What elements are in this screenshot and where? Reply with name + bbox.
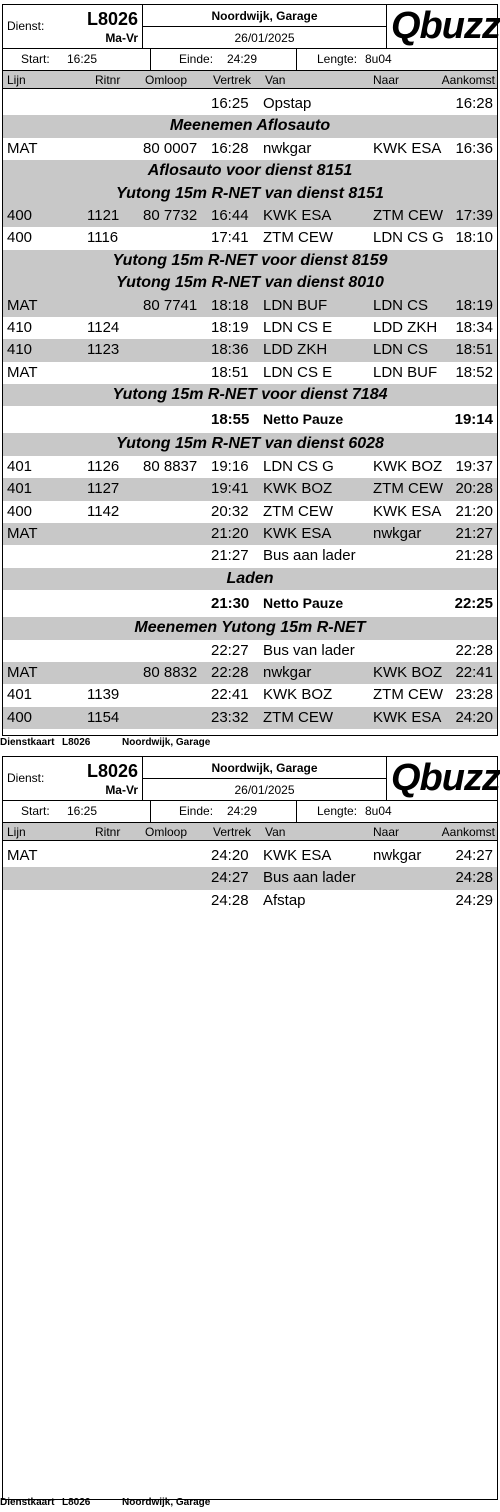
cell-lijn: MAT <box>7 296 38 314</box>
trip-row <box>3 362 497 384</box>
footer-label: Dienstkaart <box>0 737 55 748</box>
location-cell <box>143 5 387 49</box>
col-vertrek: Vertrek <box>213 825 252 839</box>
cell-lijn: 400 <box>7 206 33 224</box>
cell-lijn: 400 <box>7 502 33 520</box>
cell-vertrek: 24:20 <box>211 847 249 864</box>
dienst-number: L8026 <box>86 9 138 29</box>
cell-aankomst: 22:25 <box>454 595 493 613</box>
col-aankomst: Aankomst <box>441 73 495 87</box>
dienst-number: L8026 <box>86 761 138 781</box>
footer-location: Noordwijk, Garage <box>122 1497 211 1508</box>
location-cell <box>143 757 387 801</box>
col-ritnr: Ritnr <box>95 825 121 839</box>
cell-vertrek: 18:55 <box>211 411 250 429</box>
trip-row <box>3 138 497 160</box>
cell-vertrek: 22:41 <box>211 686 249 704</box>
cell-van: LDN CS E <box>263 318 333 336</box>
cell-naar: ZTM CEW <box>373 480 443 498</box>
trip-row <box>3 523 497 545</box>
cell-ritnr: 1124 <box>87 318 120 336</box>
cell-vertrek: 18:36 <box>211 341 249 359</box>
cell-van: nwkgar <box>263 139 312 157</box>
cell-aankomst: 24:28 <box>455 869 493 887</box>
cell-naar: LDN CS G <box>373 229 444 247</box>
location-name: Noordwijk, Garage <box>143 5 386 27</box>
cell-naar: nwkgar <box>373 847 422 864</box>
section-row <box>3 160 497 182</box>
cell-van: Afstap <box>263 891 306 909</box>
cell-aankomst: 24:20 <box>455 708 493 726</box>
cell-van: Bus van lader <box>263 641 355 659</box>
section-row <box>3 568 497 590</box>
cell-van: KWK ESA <box>263 847 332 864</box>
footer-label: Dienstkaart <box>0 1497 55 1508</box>
cell-vertrek: 24:27 <box>211 869 249 887</box>
section-row <box>3 115 497 137</box>
header-top <box>3 757 500 801</box>
end-cell <box>151 801 297 822</box>
length-label: Lengte: <box>317 52 358 66</box>
col-vertrek: Vertrek <box>213 73 252 87</box>
cell-vertrek: 16:28 <box>211 139 249 157</box>
service-date: 26/01/2025 <box>234 31 295 45</box>
cell-ritnr: 1116 <box>87 229 119 247</box>
cell-lijn: MAT <box>7 363 38 381</box>
cell-naar: LDN CS <box>373 341 429 359</box>
cell-van: LDN BUF <box>263 296 328 314</box>
cell-ritnr: 1139 <box>87 686 120 704</box>
cell-aankomst: 21:20 <box>455 502 493 520</box>
trip-row <box>3 456 497 478</box>
cell-van: Bus aan lader <box>263 869 356 887</box>
trip-row <box>3 707 497 729</box>
section-row <box>3 272 497 294</box>
col-naar: Naar <box>373 825 400 839</box>
cell-aankomst: 22:41 <box>455 663 493 681</box>
cell-ritnr: 1142 <box>87 502 120 520</box>
cell-naar: KWK BOZ <box>373 663 443 681</box>
cell-van: KWK ESA <box>263 206 332 224</box>
cell-aankomst: 19:37 <box>455 457 493 475</box>
cell-aankomst: 18:19 <box>455 296 493 314</box>
trip-row <box>3 867 497 889</box>
pause-row <box>3 406 497 433</box>
qbuzz-logo: Qbuzz <box>391 757 500 799</box>
cell-van: Netto Pauze <box>263 595 344 612</box>
cell-omloop: 80 8837 <box>143 457 198 475</box>
cell-lijn: MAT <box>7 847 38 864</box>
cell-naar: LDN CS <box>373 296 429 314</box>
cell-vertrek: 19:16 <box>211 457 249 475</box>
start-time: 16:25 <box>67 804 98 818</box>
cell-van: LDN CS E <box>263 363 333 381</box>
length-value: 8u04 <box>365 804 392 818</box>
page-frame <box>2 756 498 1500</box>
pause-row <box>3 590 497 617</box>
cell-vertrek: 22:27 <box>211 641 249 659</box>
cell-vertrek: 16:44 <box>211 206 249 224</box>
length-value: 8u04 <box>365 52 392 66</box>
trip-row <box>3 890 497 912</box>
start-cell <box>3 801 151 822</box>
section-row <box>3 617 497 639</box>
logo-cell <box>387 757 500 801</box>
cell-van: LDN CS G <box>263 457 334 475</box>
cell-lijn: MAT <box>7 663 38 681</box>
col-naar: Naar <box>373 73 400 87</box>
cell-naar: KWK ESA <box>373 502 442 520</box>
logo-cell <box>387 5 500 49</box>
trip-row <box>3 845 497 867</box>
cell-aankomst: 21:27 <box>455 525 493 543</box>
col-ritnr: Ritnr <box>95 73 121 87</box>
cell-van: LDD ZKH <box>263 341 328 359</box>
section-title: Yutong 15m R-NET voor dienst 8159 <box>112 251 388 269</box>
col-omloop: Omloop <box>145 73 188 87</box>
dienst-cell <box>3 5 143 49</box>
section-row <box>3 384 497 406</box>
cell-naar: ZTM CEW <box>373 206 443 224</box>
location-name: Noordwijk, Garage <box>143 757 386 779</box>
cell-lijn: 410 <box>7 318 33 336</box>
cell-van: KWK BOZ <box>263 480 333 498</box>
trip-row <box>3 478 497 500</box>
cell-omloop: 80 7741 <box>143 296 198 314</box>
col-lijn: Lijn <box>7 73 26 87</box>
cell-naar: LDD ZKH <box>373 318 438 336</box>
col-van: Van <box>265 73 286 87</box>
column-header <box>3 71 497 89</box>
cell-aankomst: 18:10 <box>455 229 493 247</box>
cell-lijn: 400 <box>7 708 33 726</box>
cell-aankomst: 23:28 <box>455 686 493 704</box>
cell-naar: LDN BUF <box>373 363 438 381</box>
column-header <box>3 823 497 841</box>
cell-van: ZTM CEW <box>263 708 333 726</box>
trip-row <box>3 640 497 662</box>
dienst-days: Ma-Vr <box>105 783 138 797</box>
page-frame <box>2 4 498 736</box>
length-cell <box>297 49 497 70</box>
cell-lijn: 410 <box>7 341 33 359</box>
section-title: Laden <box>226 569 274 587</box>
cell-ritnr: 1121 <box>87 206 120 224</box>
cell-van: Opstap <box>263 95 312 112</box>
cell-aankomst: 20:28 <box>455 480 493 498</box>
cell-lijn: 400 <box>7 229 33 247</box>
dienstkaart-page-2 <box>0 752 500 1512</box>
end-time: 24:29 <box>227 52 258 66</box>
end-cell <box>151 49 297 70</box>
dienst-cell <box>3 757 143 801</box>
section-title: Meenemen Aflosauto <box>169 117 331 135</box>
cell-naar: KWK BOZ <box>373 457 443 475</box>
cell-vertrek: 21:30 <box>211 595 250 613</box>
cell-aankomst: 21:28 <box>455 547 493 565</box>
section-row <box>3 183 497 205</box>
section-title: Aflosauto voor dienst 8151 <box>147 162 353 180</box>
end-label: Einde: <box>179 52 214 66</box>
cell-vertrek: 19:41 <box>211 480 249 498</box>
cell-omloop: 80 0007 <box>143 139 198 157</box>
trip-row <box>3 317 497 339</box>
trip-row <box>3 684 497 706</box>
cell-naar: ZTM CEW <box>373 686 443 704</box>
cell-van: ZTM CEW <box>263 229 333 247</box>
cell-van: Bus aan lader <box>263 547 356 565</box>
footer-dienst: L8026 <box>62 737 91 748</box>
cell-vertrek: 18:18 <box>211 296 249 314</box>
cell-lijn: 401 <box>7 457 33 475</box>
start-label: Start: <box>21 52 50 66</box>
cell-aankomst: 16:36 <box>455 139 493 157</box>
start-time: 16:25 <box>67 52 98 66</box>
cell-vertrek: 18:51 <box>211 363 249 381</box>
cell-van: KWK BOZ <box>263 686 333 704</box>
trip-row <box>3 662 497 684</box>
cell-van: Netto Pauze <box>263 411 344 428</box>
cell-vertrek: 17:41 <box>211 229 249 247</box>
cell-vertrek: 23:32 <box>211 708 249 726</box>
cell-vertrek: 18:19 <box>211 318 249 336</box>
section-title: Yutong 15m R-NET voor dienst 7184 <box>112 386 388 404</box>
trip-row <box>3 545 497 567</box>
col-lijn: Lijn <box>7 825 26 839</box>
cell-aankomst: 18:51 <box>455 341 493 359</box>
header-top <box>3 5 500 49</box>
trip-row <box>3 205 497 227</box>
cell-vertrek: 16:25 <box>211 95 249 112</box>
section-title: Meenemen Yutong 15m R-NET <box>134 619 366 637</box>
trip-row <box>3 501 497 523</box>
cell-vertrek: 24:28 <box>211 891 249 909</box>
cell-van: nwkgar <box>263 663 312 681</box>
cell-ritnr: 1123 <box>87 341 120 359</box>
dienstkaart-page-1 <box>0 0 500 752</box>
cell-omloop: 80 7732 <box>143 206 198 224</box>
cell-vertrek: 21:20 <box>211 525 249 543</box>
cell-vertrek: 21:27 <box>211 547 249 565</box>
section-title: Yutong 15m R-NET van dienst 6028 <box>116 435 384 453</box>
cell-naar: KWK ESA <box>373 139 442 157</box>
cell-ritnr: 1127 <box>87 480 120 498</box>
cell-ritnr: 1154 <box>87 708 120 726</box>
cell-omloop: 80 8832 <box>143 663 198 681</box>
start-label: Start: <box>21 804 50 818</box>
section-row <box>3 433 497 455</box>
col-omloop: Omloop <box>145 825 188 839</box>
service-date: 26/01/2025 <box>234 783 295 797</box>
schedule-rows <box>3 93 497 729</box>
end-time: 24:29 <box>227 804 258 818</box>
start-cell <box>3 49 151 70</box>
cell-vertrek: 22:28 <box>211 663 249 681</box>
cell-aankomst: 22:28 <box>455 641 493 659</box>
cell-lijn: 401 <box>7 480 33 498</box>
trip-row <box>3 227 497 249</box>
cell-aankomst: 24:29 <box>455 891 493 909</box>
cell-ritnr: 1126 <box>87 457 120 475</box>
cell-aankomst: 24:27 <box>455 847 493 864</box>
trip-row <box>3 339 497 361</box>
length-label: Lengte: <box>317 804 358 818</box>
header-times <box>3 801 497 823</box>
cell-aankomst: 19:14 <box>454 411 493 429</box>
cell-aankomst: 17:39 <box>455 206 493 224</box>
cell-lijn: MAT <box>7 139 38 157</box>
end-label: Einde: <box>179 804 214 818</box>
col-van: Van <box>265 825 286 839</box>
col-aankomst: Aankomst <box>441 825 495 839</box>
footer-location: Noordwijk, Garage <box>122 737 211 748</box>
schedule-rows <box>3 845 497 912</box>
header-times <box>3 49 497 71</box>
trip-row <box>3 93 497 115</box>
cell-van: KWK ESA <box>263 525 332 543</box>
length-cell <box>297 801 497 822</box>
section-title: Yutong 15m R-NET van dienst 8151 <box>116 184 384 202</box>
dienst-label: Dienst: <box>7 771 45 785</box>
cell-aankomst: 18:52 <box>455 363 493 381</box>
section-row <box>3 250 497 272</box>
cell-aankomst: 16:28 <box>455 95 493 112</box>
footer-dienst: L8026 <box>62 1497 91 1508</box>
qbuzz-logo: Qbuzz <box>391 5 500 47</box>
trip-row <box>3 295 497 317</box>
section-title: Yutong 15m R-NET van dienst 8010 <box>116 274 384 292</box>
cell-lijn: 401 <box>7 686 33 704</box>
dienst-days: Ma-Vr <box>105 31 138 45</box>
cell-aankomst: 18:34 <box>455 318 493 336</box>
cell-naar: nwkgar <box>373 525 422 543</box>
cell-vertrek: 20:32 <box>211 502 249 520</box>
cell-naar: KWK ESA <box>373 708 442 726</box>
dienst-label: Dienst: <box>7 19 45 33</box>
cell-lijn: MAT <box>7 525 38 543</box>
cell-van: ZTM CEW <box>263 502 333 520</box>
